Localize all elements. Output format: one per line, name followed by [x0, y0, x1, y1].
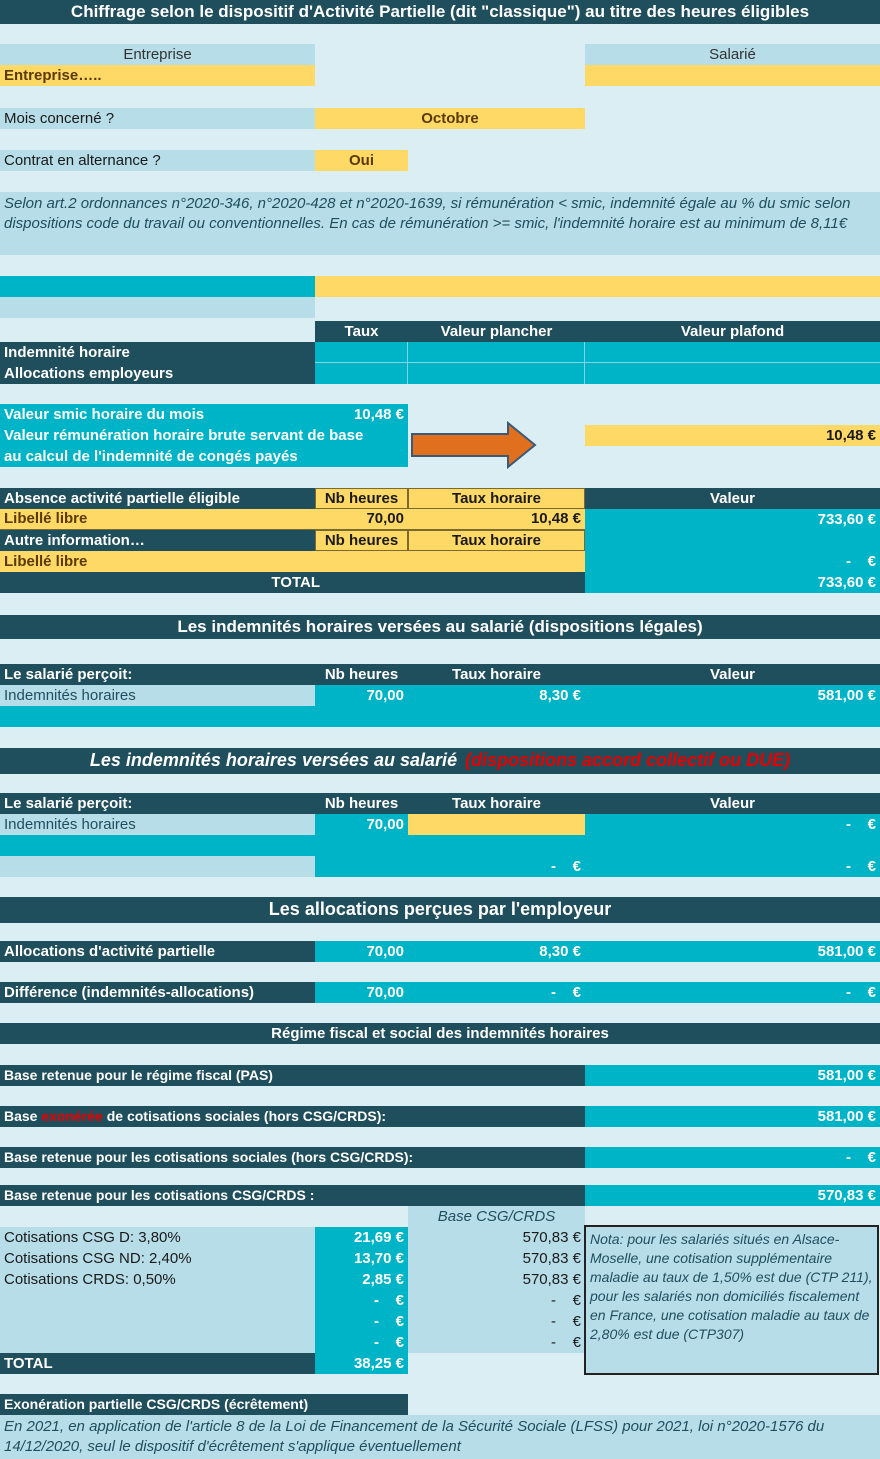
blank-bar-light: [0, 297, 315, 318]
accord-sum-valeur: - €: [585, 856, 880, 877]
salarie-input[interactable]: [585, 65, 880, 86]
alloc-row2-valeur: - €: [585, 982, 880, 1003]
csg-row-base: 570,83 €: [522, 1249, 581, 1267]
alloc-row1-label: Allocations d'activité partielle: [0, 941, 315, 962]
csg-row-label: Cotisations CSG ND: 2,40%: [4, 1249, 192, 1267]
csg-row-value: 21,69 €: [353, 1228, 404, 1246]
contrat-label: Contrat en alternance ?: [0, 150, 315, 171]
alloc-row1-taux: 8,30 €: [408, 941, 585, 962]
accord-row-label: Indemnités horaires: [0, 814, 315, 835]
csg-row-value: - €: [373, 1291, 404, 1309]
csg-row-value: - €: [373, 1312, 404, 1330]
exo-label-red: exonérée: [41, 1108, 103, 1125]
indemnite-taux-cell: [315, 342, 408, 363]
accord-blank-row: [0, 835, 880, 856]
blank-bar-left: [0, 276, 315, 297]
legal-head-label: Le salarié perçoit:: [0, 664, 315, 685]
ordonnances-note: Selon art.2 ordonnances n°2020-346, n°2020-428 et n°2020-1639, si rémunération < smic, indemnité égale au % du smic selon dispositions code du travail ou conventionnelles. En cas de rémunération >= smic, l'indemnité horaire est au minimum de 8,11€: [0, 192, 880, 255]
absence-header-label: Absence activité partielle éligible: [0, 488, 315, 509]
nota-box: Nota: pour les salariés situés en Alsace-Moselle, une cotisation supplémentaire maladie au taux de 1,50% est due (CTP 211), pour les salariés non domiciliés fiscalement en France, une cotisation maladie au taux de 2,80% est due (CTP307): [584, 1225, 879, 1375]
mois-label: Mois concerné ?: [0, 108, 315, 129]
smic-value: 10,48 €: [353, 405, 404, 423]
accord-title-red: (dispositions accord collectif ou DUE): [465, 750, 791, 771]
absence-row1-nb[interactable]: 70,00: [315, 509, 408, 530]
exo-label: [0, 1106, 585, 1127]
absence-row2-input[interactable]: [315, 551, 585, 572]
accord-head-label: Le salarié perçoit:: [0, 793, 315, 814]
csg-total-label: TOTAL: [0, 1353, 315, 1374]
csg-row-value: 2,85 €: [362, 1270, 404, 1288]
alloc-section-title: Les allocations perçues par l'employeur: [0, 897, 880, 923]
exo-value: 581,00 €: [585, 1106, 880, 1127]
cot-value: - €: [585, 1147, 880, 1168]
alloc-row2-label: Différence (indemnités-allocations): [0, 982, 315, 1003]
legal-row-label: Indemnités horaires: [0, 685, 315, 706]
absence-row2-label[interactable]: Libellé libre: [0, 551, 315, 572]
exo-label-post: de cotisations sociales (hors CSG/CRDS):: [106, 1108, 387, 1125]
legal-col-nb: Nb heures: [315, 664, 408, 685]
arrow-right-icon: [410, 421, 540, 471]
legal-section-title: Les indemnités horaires versées au salarié (dispositions légales): [0, 615, 880, 639]
alloc-row1-nb: 70,00: [315, 941, 408, 962]
csg-row-base: - €: [550, 1312, 581, 1330]
cot-label: Base retenue pour les cotisations sociales (hors CSG/CRDS):: [0, 1147, 585, 1168]
exoneration-text: En 2021, en application de l'article 8 de la Loi de Financement de la Sécurité Sociale (LFSS) pour 2021, loi n°2020-1576 du 14/12/2020, seul le dispositif d'écrêtement s'applique éventuellement: [0, 1415, 880, 1459]
csg-row-value: - €: [373, 1333, 404, 1351]
autre-col-taux: Taux horaire: [408, 530, 585, 551]
absence-row1-taux[interactable]: 10,48 €: [408, 509, 585, 530]
contrat-select[interactable]: Oui: [315, 150, 408, 171]
remuneration-label-1: Valeur rémunération horaire brute servant de base: [4, 426, 364, 444]
mois-select[interactable]: Octobre: [315, 108, 585, 129]
legal-row-taux: 8,30 €: [408, 685, 585, 706]
accord-section-title: [0, 748, 880, 774]
absence-row2-valeur: - €: [585, 551, 880, 572]
absence-total-spacer: [326, 572, 585, 593]
accord-col-valeur: Valeur: [585, 793, 880, 814]
indemnite-plancher-cell: [408, 342, 585, 363]
alloc-row2-nb: 70,00: [315, 982, 408, 1003]
accord-sum-label: [0, 856, 315, 877]
csg-row-label: Cotisations CSG D: 3,80%: [4, 1228, 181, 1246]
absence-col-valeur: Valeur: [585, 488, 880, 509]
col-taux-header: Taux: [315, 321, 408, 342]
absence-total-valeur: 733,60 €: [585, 572, 880, 593]
csg-row-base: - €: [550, 1333, 581, 1351]
page-title: Chiffrage selon le dispositif d'Activité Partielle (dit "classique") au titre des heures éligibles: [0, 0, 880, 24]
col-plancher-header: Valeur plancher: [408, 321, 585, 342]
indemnite-horaire-label: Indemnité horaire: [0, 342, 315, 363]
indemnite-plafond-cell: [585, 342, 880, 363]
exoneration-title: Exonération partielle CSG/CRDS (écrêtement): [0, 1394, 408, 1415]
csg-row-base: 570,83 €: [522, 1270, 581, 1288]
accord-taux-input[interactable]: [408, 814, 585, 835]
csg-base-label: Base retenue pour les cotisations CSG/CRDS :: [0, 1185, 585, 1206]
absence-col-nb: Nb heures: [315, 488, 408, 509]
absence-row1-valeur: 733,60 €: [585, 509, 880, 530]
absence-col-taux: Taux horaire: [408, 488, 585, 509]
accord-title-main: Les indemnités horaires versées au salarié: [89, 750, 458, 771]
salarie-header: Salarié: [585, 44, 880, 65]
autre-information-label: Autre information…: [0, 530, 315, 551]
pas-label: Base retenue pour le régime fiscal (PAS): [0, 1065, 585, 1086]
csg-base-header: Base CSG/CRDS: [408, 1206, 585, 1227]
entreprise-header: Entreprise: [0, 44, 315, 65]
accord-row-nb: 70,00: [315, 814, 408, 835]
remuneration-label-2: au calcul de l'indemnité de congés payés: [4, 447, 298, 465]
legal-col-valeur: Valeur: [585, 664, 880, 685]
allocations-taux-cell: [315, 363, 408, 384]
alloc-row2-taux: - €: [408, 982, 585, 1003]
allocations-employeurs-label: Allocations employeurs: [0, 363, 315, 384]
autre-valeur-cell: [585, 530, 880, 551]
accord-col-nb: Nb heures: [315, 793, 408, 814]
csg-row-label: Cotisations CRDS: 0,50%: [4, 1270, 176, 1288]
exo-label-pre: Base: [4, 1108, 38, 1125]
accord-sum-nb: [315, 856, 408, 877]
accord-row-valeur: - €: [585, 814, 880, 835]
accord-col-taux: Taux horaire: [408, 793, 585, 814]
allocations-plancher-cell: [408, 363, 585, 384]
pas-value: 581,00 €: [585, 1065, 880, 1086]
legal-col-taux: Taux horaire: [408, 664, 585, 685]
csg-row-base: 570,83 €: [522, 1228, 581, 1246]
csg-base-value: 570,83 €: [585, 1185, 880, 1206]
remuneration-value[interactable]: 10,48 €: [585, 425, 880, 446]
entreprise-input[interactable]: Entreprise…..: [0, 65, 315, 86]
csg-row-value: 13,70 €: [353, 1249, 404, 1267]
alloc-row1-valeur: 581,00 €: [585, 941, 880, 962]
csg-total-value: 38,25 €: [315, 1353, 408, 1374]
blank-bar-right[interactable]: [315, 276, 880, 297]
col-plafond-header: Valeur plafond: [585, 321, 880, 342]
legal-blank-row: [0, 706, 880, 727]
legal-row-nb: 70,00: [315, 685, 408, 706]
fiscal-section-title: Régime fiscal et social des indemnités horaires: [0, 1023, 880, 1044]
absence-row1-label[interactable]: Libellé libre: [0, 509, 315, 530]
smic-label: Valeur smic horaire du mois: [4, 405, 205, 423]
accord-sum-taux: - €: [408, 856, 585, 877]
csg-row-base: - €: [550, 1291, 581, 1309]
autre-col-nb: Nb heures: [315, 530, 408, 551]
legal-row-valeur: 581,00 €: [585, 685, 880, 706]
absence-total-label: TOTAL: [0, 572, 326, 593]
allocations-plafond-cell: [585, 363, 880, 384]
